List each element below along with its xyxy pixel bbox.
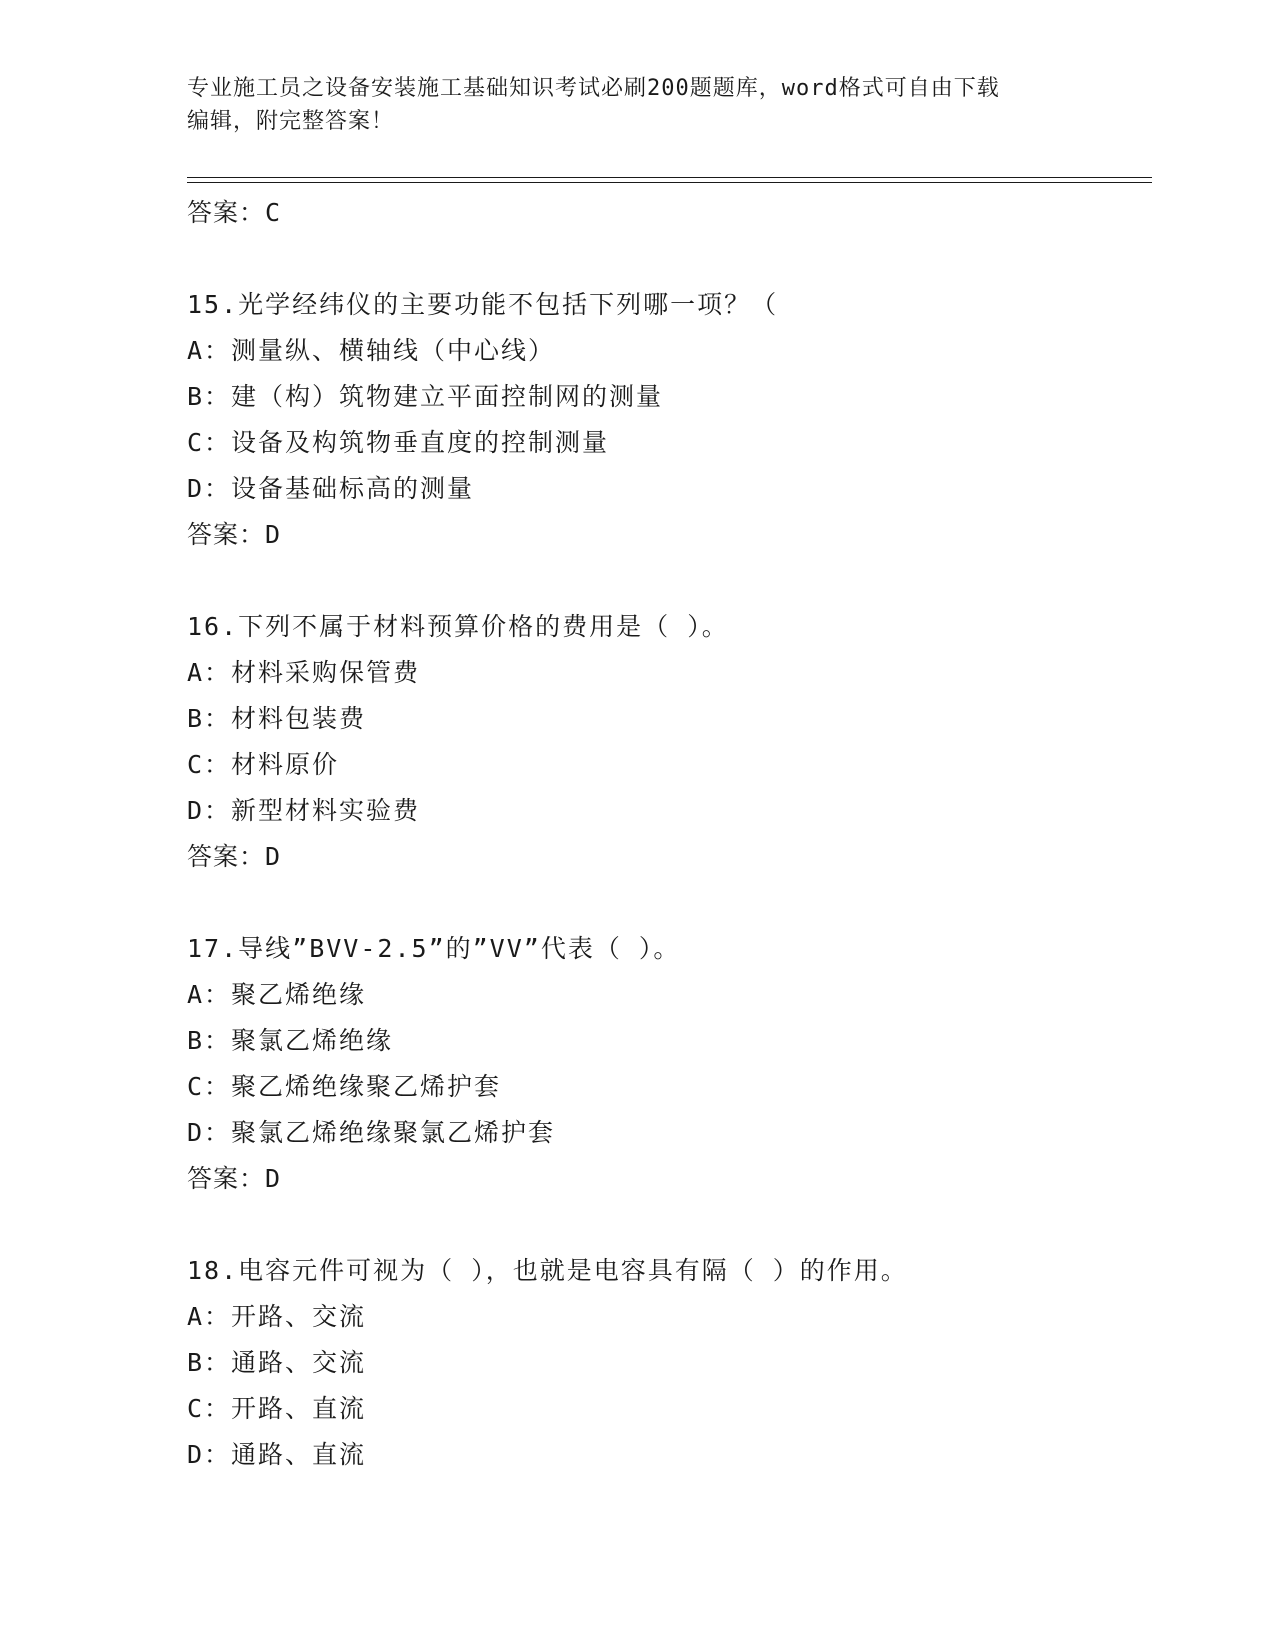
option-b: B：建（构）筑物建立平面控制网的测量 bbox=[187, 382, 664, 411]
answer-line bbox=[187, 190, 1147, 236]
option-c: C：开路、直流 bbox=[187, 1394, 367, 1423]
header-line-1: 专业施工员之设备安装施工基础知识考试必刷200题题库，word格式可自由下载 bbox=[187, 76, 1000, 101]
answer-label: 答案： bbox=[187, 198, 266, 227]
option-a: A：材料采购保管费 bbox=[187, 658, 421, 687]
option-d: D：聚氯乙烯绝缘聚氯乙烯护套 bbox=[187, 1118, 556, 1147]
document-header bbox=[187, 72, 1087, 138]
answer-label: 答案： bbox=[187, 842, 266, 871]
option-b: B：通路、交流 bbox=[187, 1348, 367, 1377]
answer-line bbox=[187, 834, 1147, 880]
option-d: D：新型材料实验费 bbox=[187, 796, 421, 825]
question-stem: 18.电容元件可视为（ ），也就是电容具有隔（ ）的作用。 bbox=[187, 1256, 908, 1285]
answer-line bbox=[187, 512, 1147, 558]
option-b: B：聚氯乙烯绝缘 bbox=[187, 1026, 394, 1055]
question-stem: 15.光学经纬仪的主要功能不包括下列哪一项？（ bbox=[187, 290, 779, 319]
question-block bbox=[187, 604, 1147, 880]
answer-value: C bbox=[265, 198, 282, 227]
option-a: A：开路、交流 bbox=[187, 1302, 367, 1331]
answer-line bbox=[187, 1156, 1147, 1202]
header-line-2: 编辑，附完整答案！ bbox=[187, 109, 395, 134]
answer-value: D bbox=[265, 842, 282, 871]
question-stem: 17.导线”BVV-2.5”的”VV”代表（ ）。 bbox=[187, 934, 681, 963]
option-b: B：材料包装费 bbox=[187, 704, 367, 733]
header-divider-top bbox=[187, 177, 1152, 178]
answer-label: 答案： bbox=[187, 1164, 266, 1193]
question-block bbox=[187, 926, 1147, 1202]
option-a: A：聚乙烯绝缘 bbox=[187, 980, 367, 1009]
option-a: A：测量纵、横轴线（中心线） bbox=[187, 336, 556, 365]
option-c: C：设备及构筑物垂直度的控制测量 bbox=[187, 428, 610, 457]
option-d: D：通路、直流 bbox=[187, 1440, 367, 1469]
question-list bbox=[187, 190, 1147, 1478]
question-block bbox=[187, 1248, 1147, 1478]
question-stem: 16.下列不属于材料预算价格的费用是（ ）。 bbox=[187, 612, 729, 641]
question-block bbox=[187, 282, 1147, 558]
header-divider-bottom bbox=[187, 182, 1152, 183]
option-d: D：设备基础标高的测量 bbox=[187, 474, 475, 503]
answer-value: D bbox=[265, 1164, 282, 1193]
option-c: C：材料原价 bbox=[187, 750, 340, 779]
option-c: C：聚乙烯绝缘聚乙烯护套 bbox=[187, 1072, 502, 1101]
answer-value: D bbox=[265, 520, 282, 549]
answer-label: 答案： bbox=[187, 520, 266, 549]
